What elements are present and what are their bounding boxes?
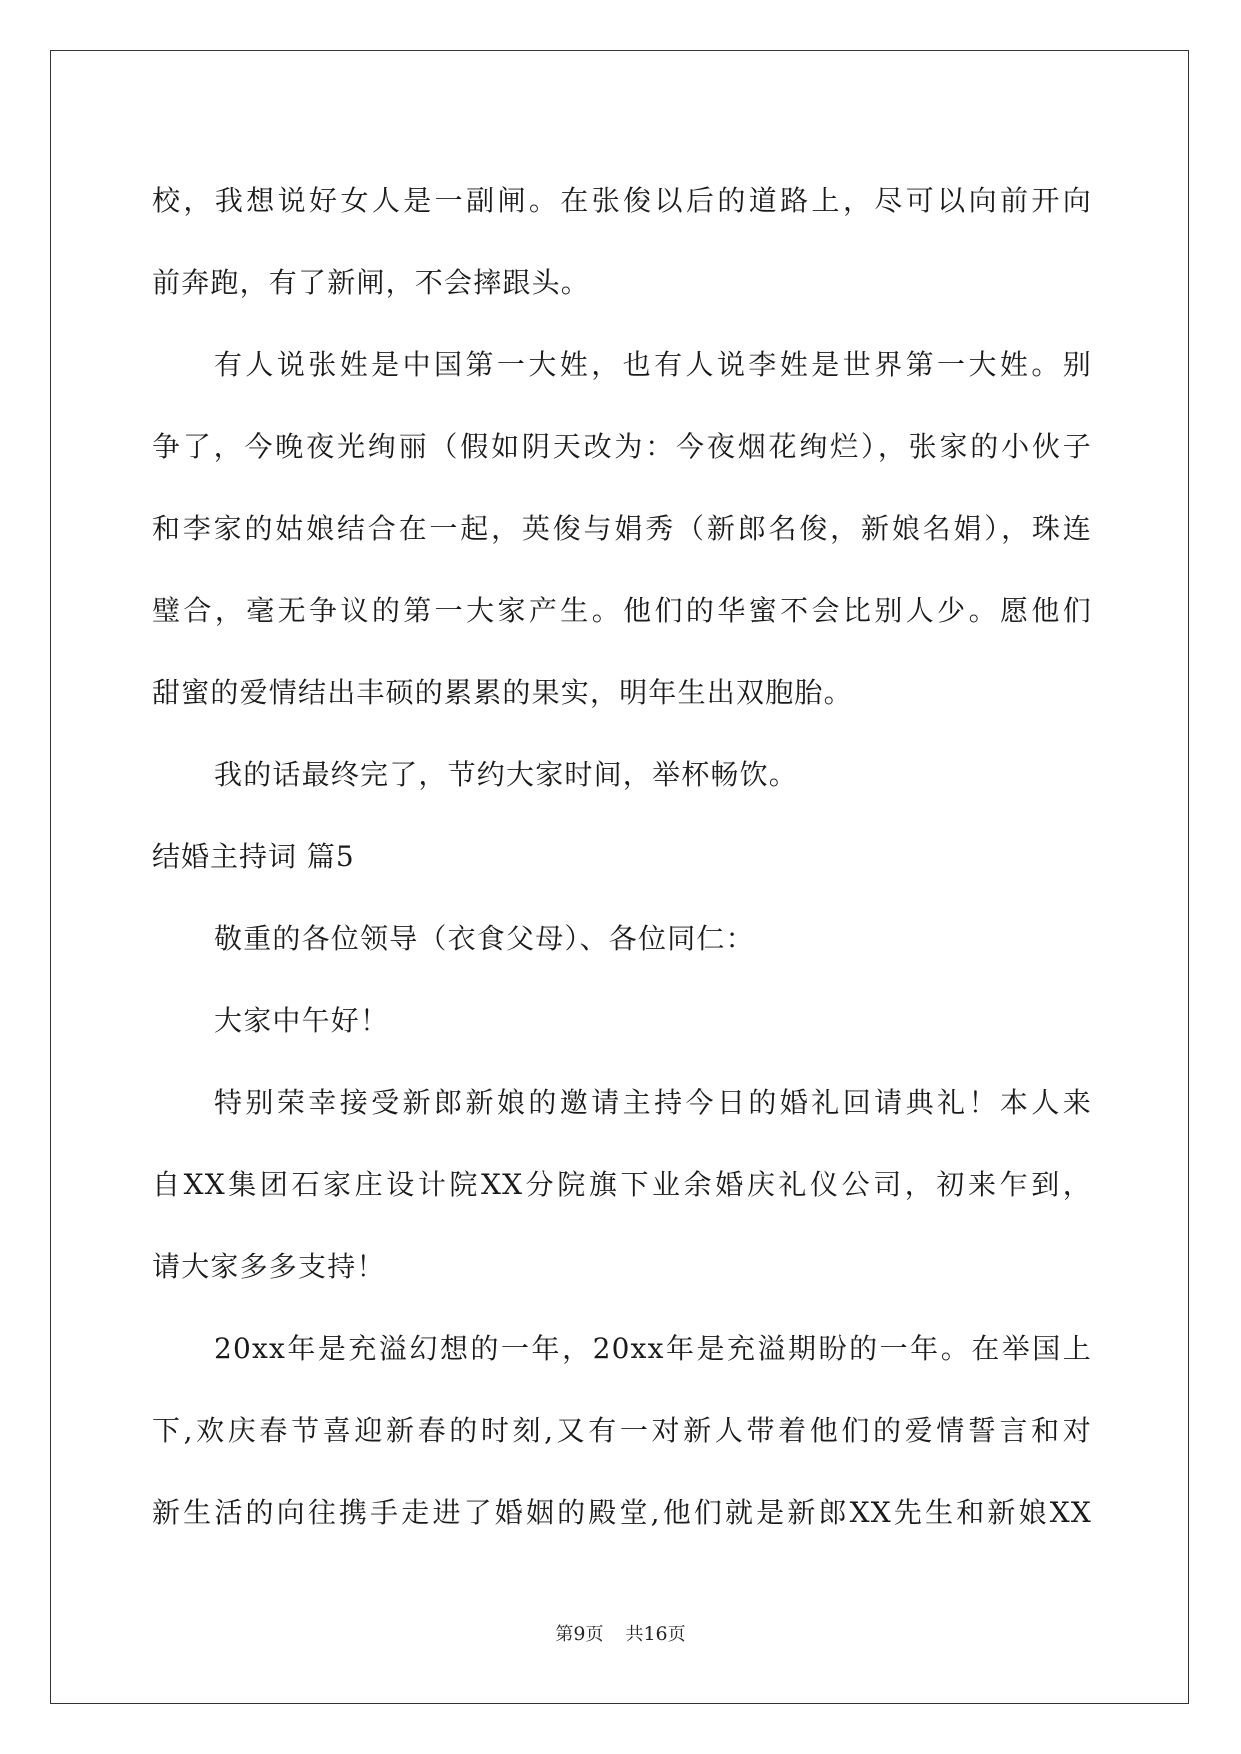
page-footer — [0, 1620, 1241, 1646]
text-line: 下,欢庆春节喜迎新春的时刻,又有一对新人带着他们的爱情誓言和对 — [152, 1414, 1092, 1447]
text-line: 新生活的向往携手走进了婚姻的殿堂,他们就是新郎XX先生和新娘XX — [152, 1496, 1092, 1529]
text-line: 争了，今晚夜光绚丽（假如阴天改为：今夜烟花绚烂），张家的小伙子 — [152, 430, 1092, 463]
text-line: 校，我想说好女人是一副闸。在张俊以后的道路上，尽可以向前开向 — [152, 184, 1092, 217]
paragraph-start: 有人说张姓是中国第一大姓，也有人说李姓是世界第一大姓。别 — [214, 348, 1092, 381]
page-number: 9 — [573, 1623, 586, 1645]
total-prefix: 共 — [625, 1624, 644, 1645]
page-prefix: 第 — [555, 1624, 574, 1645]
paragraph-start: 敬重的各位领导（衣食父母）、各位同仁： — [214, 922, 755, 955]
text-line: 和李家的姑娘结合在一起，英俊与娟秀（新郎名俊，新娘名娟），珠连 — [152, 512, 1092, 545]
document-body — [152, 160, 1092, 1554]
text-line: 自XX集团石家庄设计院XX分院旗下业余婚庆礼仪公司，初来乍到， — [152, 1168, 1092, 1201]
total-pages: 16 — [643, 1623, 668, 1645]
text-line: 前奔跑，有了新闸，不会摔跟头。 — [152, 266, 591, 299]
paragraph-start: 特别荣幸接受新郎新娘的邀请主持今日的婚礼回请典礼！本人来 — [214, 1086, 1092, 1119]
text-line: 请大家多多支持！ — [152, 1250, 386, 1283]
paragraph-start: 大家中午好！ — [214, 1004, 390, 1037]
paragraph-start: 我的话最终完了，节约大家时间，举杯畅饮。 — [214, 758, 799, 791]
total-suffix: 页 — [667, 1624, 686, 1645]
paragraph-start: 20xx年是充溢幻想的一年，20xx年是充溢期盼的一年。在举国上 — [214, 1332, 1092, 1365]
section-heading: 结婚主持词 篇5 — [152, 840, 355, 873]
page-suffix: 页 — [585, 1624, 604, 1645]
text-line: 璧合，毫无争议的第一大家产生。他们的华蜜不会比别人少。愿他们 — [152, 594, 1092, 627]
text-line: 甜蜜的爱情结出丰硕的累累的果实，明年生出双胞胎。 — [152, 676, 853, 709]
